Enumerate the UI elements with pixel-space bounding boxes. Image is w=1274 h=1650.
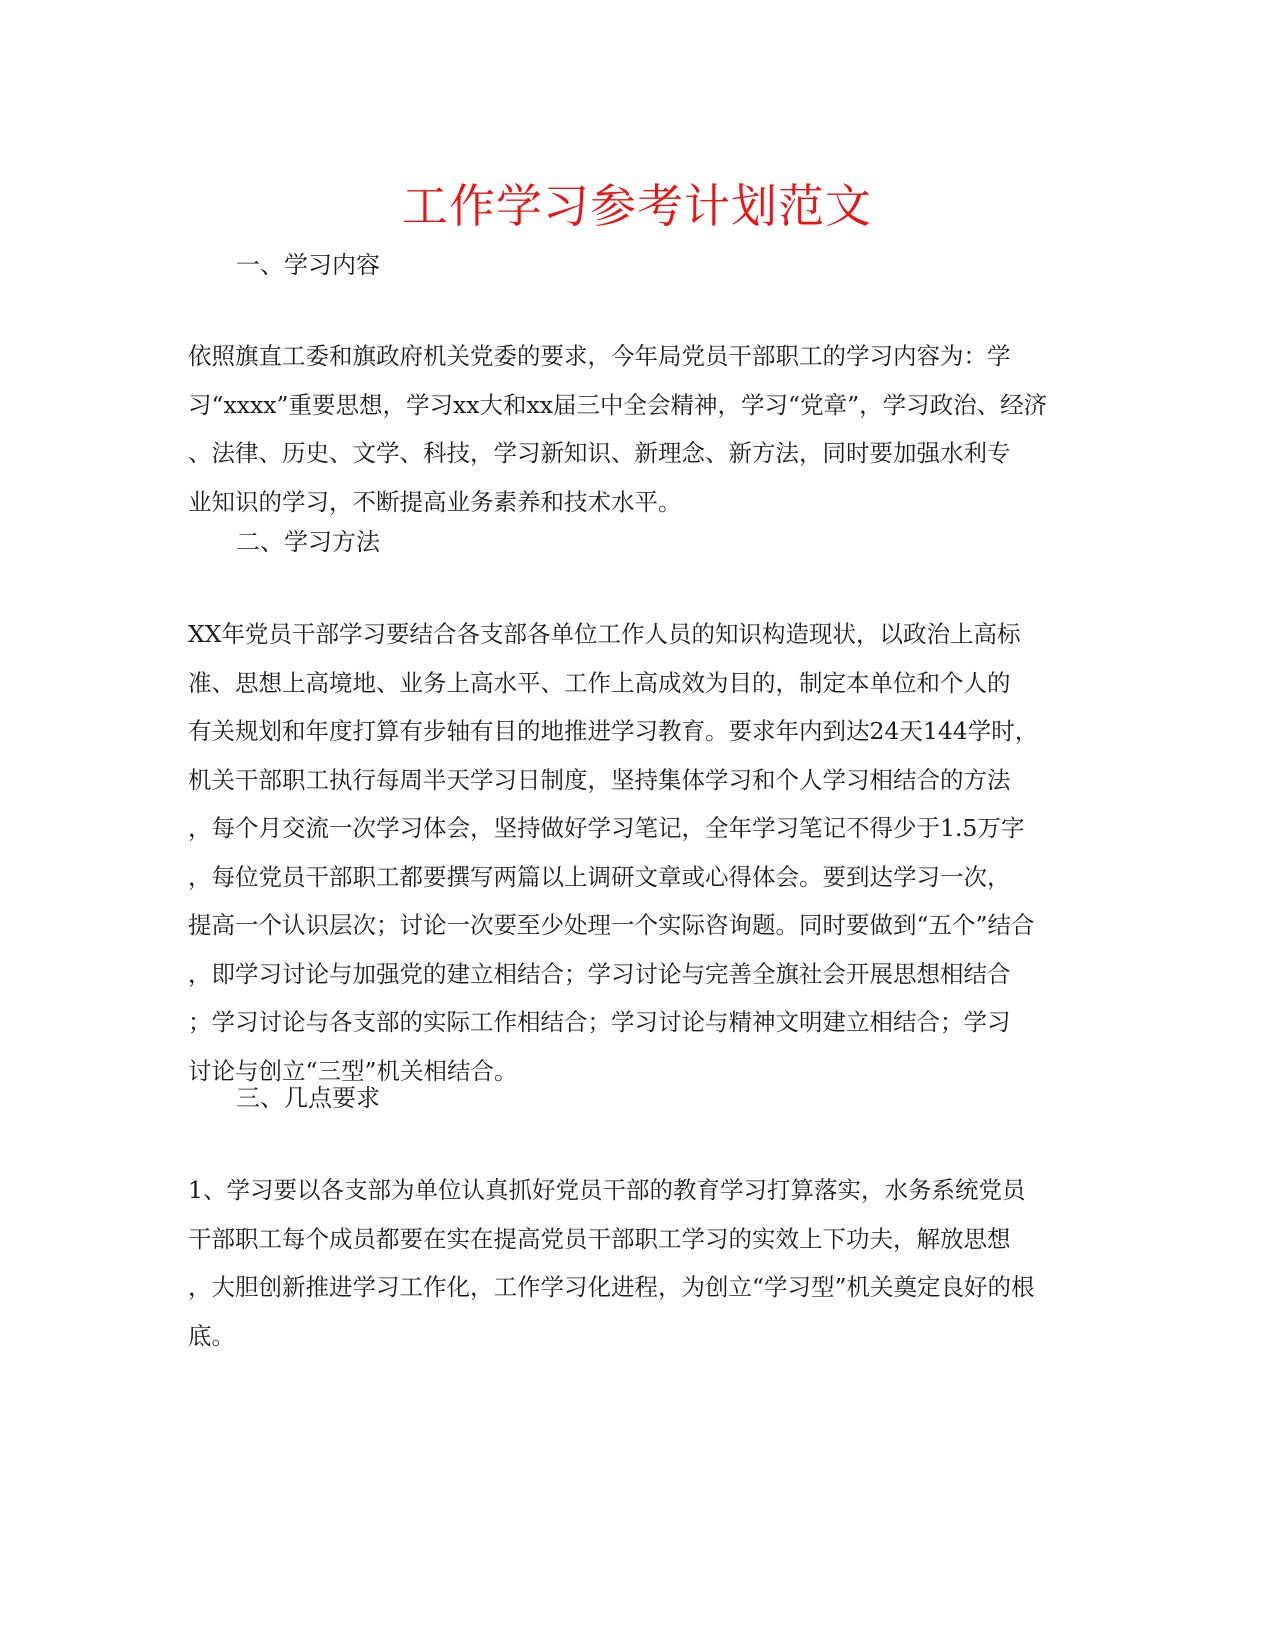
paragraph-line: ，每位党员干部职工都要撰写两篇以上调研文章或心得体会。要到达学习一次，: [188, 862, 1011, 891]
paragraph-line: ，大胆创新推进学习工作化，工作学习化进程，为创立“学习型”机关奠定良好的根: [188, 1273, 1035, 1301]
paragraph-line: 习“xxxx”重要思想，学习xx大和xx届三中全会精神，学习“党章”，学习政治、经济: [188, 390, 1048, 419]
section-paragraph-requirements: [188, 1166, 1088, 1360]
document-title: 工作学习参考计划范文: [402, 179, 872, 233]
paragraph-line: 机关干部职工执行每周半天学习日制度，坚持集体学习和个人学习相结合的方法: [188, 765, 1011, 794]
paragraph-line: ；学习讨论与各支部的实际工作相结合；学习讨论与精神文明建立相结合；学习: [188, 1008, 1011, 1036]
section-paragraph-content: [188, 332, 1088, 526]
paragraph-line: 依照旗直工委和旗政府机关党委的要求，今年局党员干部职工的学习内容为：学: [188, 342, 1011, 370]
section-heading-method: 二、学习方法: [236, 528, 380, 556]
paragraph-line: XX年党员干部学习要结合各支部各单位工作人员的知识构造现状，以政治上高标: [188, 620, 1021, 648]
section-heading-requirements: 三、几点要求: [236, 1084, 380, 1112]
paragraph-line: 底。: [188, 1321, 235, 1350]
paragraph-line: 业知识的学习，不断提高业务素养和技术水平。: [188, 487, 682, 516]
section-heading-content: 一、学习内容: [236, 251, 380, 279]
paragraph-line: 干部职工每个成员都要在实在提高党员干部职工学习的实效上下功夫，解放思想: [188, 1224, 1011, 1253]
paragraph-line: ，每个月交流一次学习体会，坚持做好学习笔记，全年学习笔记不得少于1.5万字: [188, 814, 1025, 842]
paragraph-line: 1、学习要以各支部为单位认真抓好党员干部的教育学习打算落实，水务系统党员: [188, 1176, 1026, 1204]
paragraph-line: 讨论与创立“三型”机关相结合。: [188, 1056, 518, 1085]
paragraph-line: 、法律、历史、文学、科技，学习新知识、新理念、新方法，同时要加强水利专: [188, 439, 1011, 467]
paragraph-line: 准、思想上高境地、业务上高水平、工作上高成效为目的，制定本单位和个人的: [188, 668, 1011, 697]
paragraph-line: 有关规划和年度打算有步轴有目的地推进学习教育。要求年内到达24天144学时，: [188, 717, 1039, 745]
section-paragraph-method: [188, 610, 1088, 1095]
paragraph-line: 提高一个认识层次；讨论一次要至少处理一个实际咨询题。同时要做到“五个”结合: [188, 911, 1035, 939]
paragraph-line: ，即学习讨论与加强党的建立相结合；学习讨论与完善全旗社会开展思想相结合: [188, 959, 1011, 988]
